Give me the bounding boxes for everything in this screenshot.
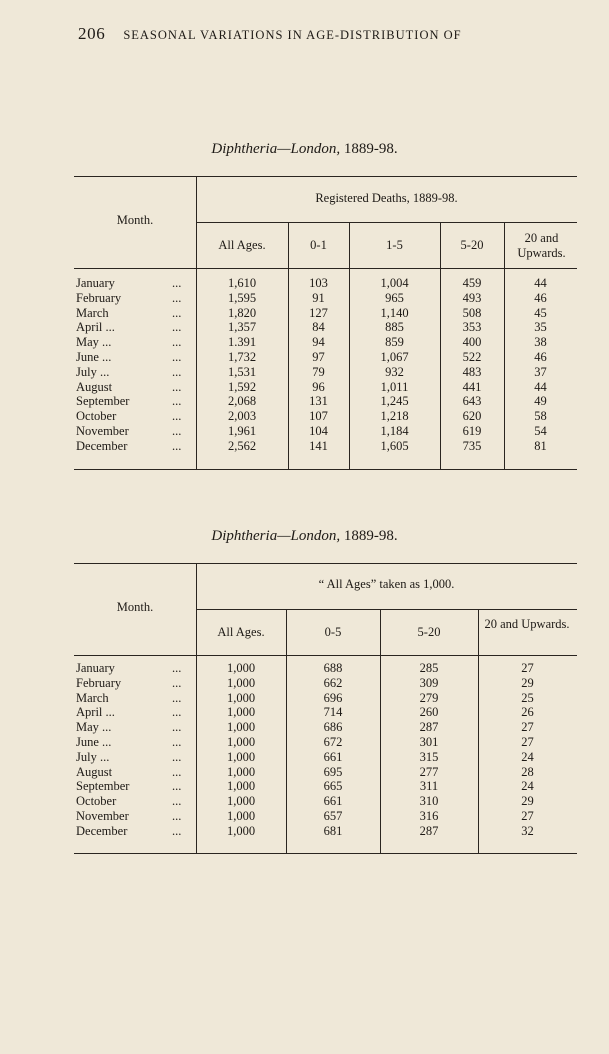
table1-value-cell: 84 <box>312 320 325 335</box>
table2-0-5-values <box>286 661 380 839</box>
table2-value-cell: 714 <box>323 705 343 720</box>
table1-value-cell: 483 <box>462 364 482 379</box>
page-number: 206 <box>78 24 106 43</box>
table2-dots-cell: ... <box>172 749 182 764</box>
table1-value-cell: 38 <box>534 335 547 350</box>
table2-col-all-ages: All Ages. <box>217 625 265 639</box>
table1-value-cell: 885 <box>385 320 404 335</box>
table1-value-cell: 1,067 <box>380 349 409 364</box>
table1-value-cell: 45 <box>534 305 547 320</box>
table1-month-cell: January <box>76 276 115 290</box>
table2-value-cell: 661 <box>323 749 343 764</box>
table1-value-cell: 1,531 <box>227 364 257 379</box>
running-header <box>78 24 538 44</box>
table1-dots-column <box>172 276 194 454</box>
table1-value-cell: 44 <box>534 276 547 290</box>
table2-value-cell: 32 <box>521 823 534 838</box>
table1-value-cell: 54 <box>534 423 547 438</box>
table1-col-all-ages: All Ages. <box>218 238 266 252</box>
table1-value-cell: 79 <box>312 364 325 379</box>
table2-value-cell: 1,000 <box>226 794 256 809</box>
table2-value-cell: 1,000 <box>226 675 256 690</box>
table1-dots-cell: ... <box>172 364 182 379</box>
table2-dots-cell: ... <box>172 720 182 735</box>
table1-value-cell: 400 <box>462 335 482 350</box>
table1-month-cell: April ... <box>76 320 115 335</box>
table2-value-cell: 29 <box>521 675 534 690</box>
table2-dots-cell: ... <box>172 764 182 779</box>
table2-value-cell: 27 <box>521 808 534 823</box>
table2-value-cell: 686 <box>323 720 343 735</box>
table1-col-20-upwards: 20 and Upwards. <box>517 231 566 260</box>
table2-dots-cell: ... <box>172 690 182 705</box>
table1-value-cell: 2,003 <box>227 409 257 424</box>
table1-value-cell: 2,068 <box>227 394 257 409</box>
running-title: SEASONAL VARIATIONS IN AGE-DISTRIBUTION OF <box>123 28 462 42</box>
table2-value-cell: 681 <box>323 823 343 838</box>
table1-value-cell: 1,184 <box>380 423 409 438</box>
table1-month-cell: June ... <box>76 349 112 364</box>
table2-20-upwards-values <box>478 661 577 839</box>
table1-value-cell: 46 <box>534 349 547 364</box>
table2-value-cell: 662 <box>323 675 343 690</box>
table1-value-cell: 127 <box>309 305 328 320</box>
table2-value-cell: 315 <box>419 749 439 764</box>
table2-value-cell: 1,000 <box>226 823 256 838</box>
table1-month-header: Month. <box>116 213 154 227</box>
table1-value-cell: 96 <box>312 379 325 394</box>
table2-value-cell: 29 <box>521 794 534 809</box>
table2-month-cell: November <box>76 808 129 823</box>
table2-value-cell: 1,000 <box>226 808 256 823</box>
table1-month-cell: May ... <box>76 335 112 350</box>
table1-dots-cell: ... <box>172 423 182 438</box>
table1-value-cell: 441 <box>462 379 482 394</box>
table1-value-cell: 49 <box>534 394 547 409</box>
table2-value-cell: 1,000 <box>226 734 256 749</box>
table2-value-cell: 27 <box>521 734 534 749</box>
table2-value-cell: 27 <box>521 661 534 675</box>
table2-value-cell: 24 <box>521 779 534 794</box>
table1-value-cell: 97 <box>312 349 325 364</box>
table1-value-cell: 459 <box>462 276 482 290</box>
table1-dots-cell: ... <box>172 276 182 290</box>
table1-col-0-1: 0-1 <box>310 238 327 252</box>
table2-value-cell: 696 <box>323 690 343 705</box>
table2-value-cell: 311 <box>419 779 439 794</box>
table1-value-cell: 107 <box>309 409 328 424</box>
table2-value-cell: 672 <box>323 734 343 749</box>
table1-caption-italic: Diphtheria—London, <box>211 141 341 157</box>
table1-dots-cell: ... <box>172 335 182 350</box>
table1-value-cell: 493 <box>462 290 482 305</box>
table1-dots-cell: ... <box>172 438 182 453</box>
table1-value-cell: 35 <box>534 320 547 335</box>
table1-caption-years: 1889-98. <box>340 141 398 157</box>
table1-value-cell: 1.391 <box>227 335 257 350</box>
table1-dots-cell: ... <box>172 409 182 424</box>
table1-value-cell: 508 <box>462 305 482 320</box>
table2 <box>74 563 577 857</box>
table2-month-cell: January <box>76 661 115 675</box>
table1-all-ages-values <box>196 276 288 454</box>
table1-group-header: Registered Deaths, 1889-98. <box>315 191 458 205</box>
table1-value-cell: 46 <box>534 290 547 305</box>
table1-value-cell: 1,605 <box>380 438 409 453</box>
table2-value-cell: 665 <box>323 779 343 794</box>
table1-5-20-values <box>440 276 504 454</box>
table2-value-cell: 26 <box>521 705 534 720</box>
table2-caption <box>0 528 609 545</box>
table1-value-cell: 131 <box>309 394 328 409</box>
table2-caption-years: 1889-98. <box>340 528 398 544</box>
table1-value-cell: 1,004 <box>380 276 409 290</box>
table1-value-cell: 58 <box>534 409 547 424</box>
table2-value-cell: 1,000 <box>226 764 256 779</box>
table2-dots-cell: ... <box>172 661 182 675</box>
table2-value-cell: 279 <box>419 690 439 705</box>
table1-value-cell: 1,011 <box>380 379 409 394</box>
table2-5-20-values <box>380 661 478 839</box>
table2-month-cell: October <box>76 794 117 809</box>
table2-value-cell: 310 <box>419 794 439 809</box>
table1-value-cell: 1,592 <box>227 379 257 394</box>
table1-month-cell: September <box>76 394 130 409</box>
table1-dots-cell: ... <box>172 290 182 305</box>
table1-value-cell: 619 <box>462 423 482 438</box>
table1-value-cell: 37 <box>534 364 547 379</box>
table2-value-cell: 1,000 <box>226 779 256 794</box>
table1-month-cell: February <box>76 290 122 305</box>
table1-value-cell: 1,595 <box>227 290 257 305</box>
table2-value-cell: 316 <box>419 808 439 823</box>
table2-dots-cell: ... <box>172 794 182 809</box>
table2-value-cell: 28 <box>521 764 534 779</box>
table1-value-cell: 1,820 <box>227 305 257 320</box>
table1-month-column <box>76 276 170 454</box>
table1-value-cell: 1,961 <box>227 423 257 438</box>
table1-value-cell: 1,218 <box>380 409 409 424</box>
table2-value-cell: 25 <box>521 690 534 705</box>
table2-value-cell: 287 <box>419 823 439 838</box>
table2-caption-italic: Diphtheria—London, <box>211 528 341 544</box>
table1-value-cell: 81 <box>534 438 547 453</box>
table2-col-5-20: 5-20 <box>417 625 441 639</box>
table1-col-5-20: 5-20 <box>460 238 484 252</box>
table1-value-cell: 353 <box>462 320 482 335</box>
table2-value-cell: 301 <box>419 734 439 749</box>
table2-value-cell: 657 <box>323 808 343 823</box>
table2-col-0-5: 0-5 <box>324 625 342 639</box>
table1-value-cell: 1,732 <box>227 349 257 364</box>
table1-dots-cell: ... <box>172 394 182 409</box>
table2-value-cell: 661 <box>323 794 343 809</box>
table2-month-cell: February <box>76 675 122 690</box>
table1-caption <box>0 141 609 158</box>
table1-value-cell: 91 <box>312 290 325 305</box>
table1-0-1-values <box>288 276 349 454</box>
table1-dots-cell: ... <box>172 379 182 394</box>
table2-all-ages-values <box>196 661 286 839</box>
table2-col-20-upwards: 20 and Upwards. <box>484 617 570 631</box>
table2-dots-cell: ... <box>172 705 182 720</box>
table1-dots-cell: ... <box>172 349 182 364</box>
table2-month-cell: May ... <box>76 720 112 735</box>
table1-value-cell: 1,140 <box>380 305 409 320</box>
table1-month-cell: October <box>76 409 117 424</box>
table1-value-cell: 1,357 <box>227 320 257 335</box>
table2-value-cell: 1,000 <box>226 720 256 735</box>
table1-value-cell: 44 <box>534 379 547 394</box>
table2-value-cell: 1,000 <box>226 705 256 720</box>
table1-value-cell: 735 <box>462 438 482 453</box>
table2-value-cell: 260 <box>419 705 439 720</box>
table1-month-cell: March <box>76 305 109 320</box>
table2-value-cell: 285 <box>419 661 439 675</box>
table2-value-cell: 695 <box>323 764 343 779</box>
table2-value-cell: 277 <box>419 764 439 779</box>
table2-month-header: Month. <box>116 600 154 614</box>
table1-col-1-5: 1-5 <box>386 238 403 252</box>
table1-value-cell: 1,245 <box>380 394 409 409</box>
table2-month-cell: June ... <box>76 734 112 749</box>
table2-month-cell: March <box>76 690 109 705</box>
table2-dots-cell: ... <box>172 779 182 794</box>
table1-value-cell: 94 <box>312 335 325 350</box>
table2-value-cell: 27 <box>521 720 534 735</box>
table2-month-cell: December <box>76 823 128 838</box>
table2-month-column <box>76 661 170 839</box>
table1-value-cell: 104 <box>309 423 328 438</box>
table2-month-cell: July ... <box>76 749 110 764</box>
table1 <box>74 176 577 471</box>
table2-dots-cell: ... <box>172 808 182 823</box>
table1-value-cell: 2,562 <box>227 438 257 453</box>
table1-value-cell: 643 <box>462 394 482 409</box>
table2-value-cell: 309 <box>419 675 439 690</box>
table1-month-cell: December <box>76 438 128 453</box>
table2-value-cell: 1,000 <box>226 690 256 705</box>
table1-value-cell: 103 <box>309 276 328 290</box>
table2-dots-cell: ... <box>172 823 182 838</box>
table2-month-cell: April ... <box>76 705 115 720</box>
table1-1-5-values <box>349 276 440 454</box>
table2-value-cell: 24 <box>521 749 534 764</box>
table1-value-cell: 522 <box>462 349 482 364</box>
table2-group-header: “ All Ages” taken as 1,000. <box>318 577 455 591</box>
table2-value-cell: 287 <box>419 720 439 735</box>
table1-value-cell: 1,610 <box>227 276 257 290</box>
table1-20-upwards-values <box>504 276 577 454</box>
table2-value-cell: 1,000 <box>226 661 256 675</box>
table1-value-cell: 859 <box>385 335 404 350</box>
table2-month-cell: August <box>76 764 113 779</box>
table2-dots-cell: ... <box>172 675 182 690</box>
table2-dots-column <box>172 661 194 839</box>
table1-month-cell: August <box>76 379 113 394</box>
table1-month-cell: November <box>76 423 129 438</box>
table1-dots-cell: ... <box>172 305 182 320</box>
table2-dots-cell: ... <box>172 734 182 749</box>
table1-dots-cell: ... <box>172 320 182 335</box>
table1-month-cell: July ... <box>76 364 110 379</box>
table1-value-cell: 620 <box>462 409 482 424</box>
table2-value-cell: 1,000 <box>226 749 256 764</box>
table1-value-cell: 141 <box>309 438 328 453</box>
table2-value-cell: 688 <box>323 661 343 675</box>
table1-value-cell: 965 <box>385 290 404 305</box>
table1-value-cell: 932 <box>385 364 404 379</box>
table2-month-cell: September <box>76 779 130 794</box>
